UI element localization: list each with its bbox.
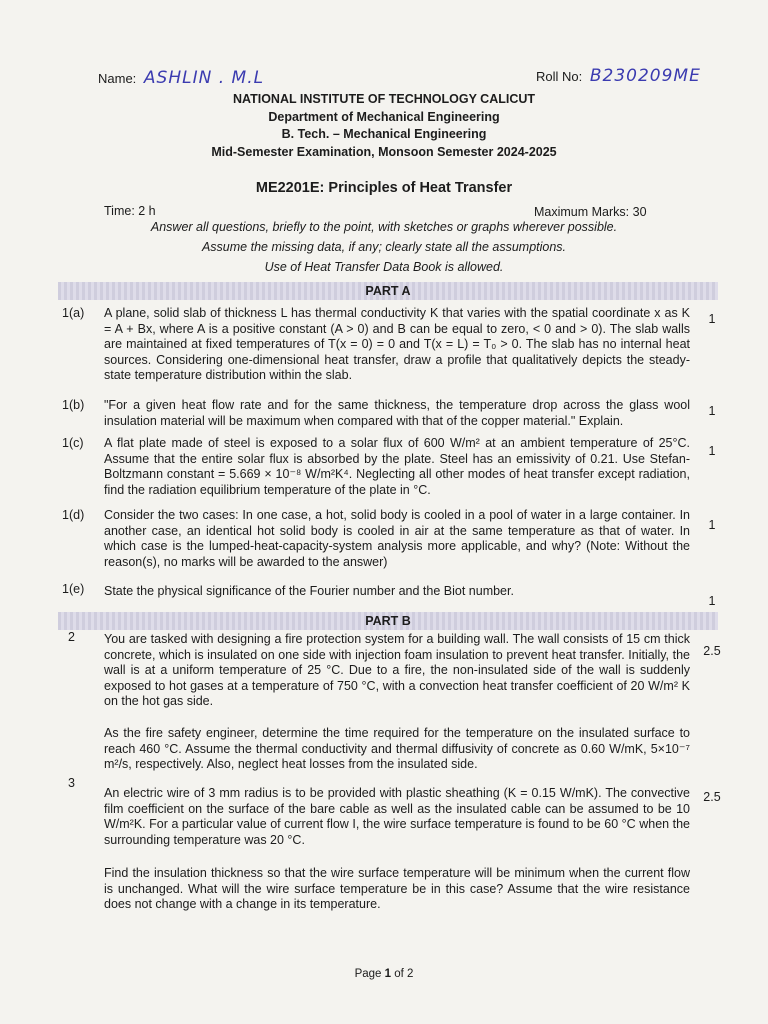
question-label: 1(d) (62, 508, 85, 522)
part-b-heading: PART B (58, 612, 718, 630)
roll-field (536, 66, 701, 86)
question-marks: 2.5 (703, 790, 721, 804)
question-marks: 1 (708, 404, 716, 418)
instruction-2: Assume the missing data, if any; clearly state all the assumptions. (201, 240, 567, 254)
name-field (98, 68, 264, 88)
instruction-1: Answer all questions, briefly to the point, with sketches or graphs wherever possible. (150, 220, 618, 234)
name-handwritten: ASHLIN . M.L (143, 68, 265, 88)
question-label: 3 (68, 776, 75, 790)
department-name: Department of Mechanical Engineering (268, 110, 500, 124)
programme-name: B. Tech. – Mechanical Engineering (281, 127, 487, 141)
name-label: Name: (98, 71, 137, 86)
question-text: As the fire safety engineer, determine the time required for the temperature on the insulated surface to reach 460 °C. Assume the thermal conductivity and thermal diffusivity of concrete as 0.60 W/mK, 5×10⁻⁷ m²/s, respectively. Also, neglect heat losses from the insulated side. (104, 726, 690, 771)
question-marks: 2.5 (703, 644, 721, 658)
question-text: You are tasked with designing a fire protection system for a building wall. The wall consists of 15 cm thick concrete, which is insulated on one side with injection foam insulation to prevent heat transfer. Initially, the wall is at a uniform temperature of 25 °C. Due to a fire, the non-insulated side of the wall is suddenly exposed to hot gases at a temperature of 750 °C, with a convection heat transfer coefficient of 20 W/m² K on the hot gas side. (104, 632, 690, 708)
question-text: A plane, solid slab of thickness L has thermal conductivity K that varies with the spatial coordinate x as K = A + Bx, where A is a positive constant (A > 0) and B can be equal to zero, < 0 and > 0). The slab walls are maintained at fixed temperatures of T(x = 0) = 0 and T(x = L) = T₀ > 0. The slab has no internal heat sources. Considering one-dimensional heat transfer, draw a profile that qualitatively depicts the steady-state temperature distribution within the slab. (104, 306, 690, 382)
question-label: 2 (68, 630, 75, 644)
question-text: Consider the two cases: In one case, a hot, solid body is cooled in a pool of water in a large container. In another case, an identical hot solid body is cooled in air at the same temperature as that of water. In which case is the lumped-heat-capacity-system analysis more applicable, and why? (Note: Without the reason(s), no marks will be awarded to the answer) (104, 508, 690, 569)
course-title: ME2201E: Principles of Heat Transfer (255, 180, 513, 196)
question-text: "For a given heat flow rate and for the same thickness, the temperature drop across the glass wool insulation material will be maximum when compared with that of the copper material." Explain. (104, 398, 690, 428)
part-a-heading: PART A (58, 282, 718, 300)
question-marks: 1 (708, 312, 716, 326)
question-text: State the physical significance of the Fourier number and the Biot number. (104, 584, 514, 598)
instruction-3: Use of Heat Transfer Data Book is allowed. (264, 260, 504, 274)
question-label: 1(e) (62, 582, 85, 596)
question-marks: 1 (708, 518, 716, 532)
exam-time: Time: 2 h (104, 204, 156, 218)
exam-name: Mid-Semester Examination, Monsoon Semester 2024-2025 (211, 145, 557, 159)
question-text: An electric wire of 3 mm radius is to be provided with plastic sheathing (K = 0.15 W/mK). The convective film coefficient on the surface of the bare cable as well as the insulated cable can be assumed to be 10 W/m²K. For a particular value of current flow I, the wire surface temperature is found to be 60 °C when the surrounding temperature was 20 °C. (104, 786, 690, 847)
question-text: Find the insulation thickness so that the wire surface temperature will be minimum when the current flow is unchanged. What will the wire surface temperature be in this case? Assume that the wire resistance does not change with a change in its temperature. (104, 866, 690, 911)
roll-label: Roll No: (536, 69, 583, 84)
max-marks: Maximum Marks: 30 (534, 205, 647, 219)
question-text: A flat plate made of steel is exposed to a solar flux of 600 W/m² at an ambient temperature of 25°C. Assume that the entire solar flux is absorbed by the plate. Steel has an emissivity of 0.21. Use Stefan-Boltzmann constant = 5.669 × 10⁻⁸ W/m²K⁴. Neglecting all other modes of heat transfer except radiation, find the radiation equilibrium temperature of the plate in °C. (104, 436, 690, 497)
question-marks: 1 (708, 444, 716, 458)
question-marks: 1 (708, 594, 716, 608)
question-label: 1(b) (62, 398, 85, 412)
question-label: 1(c) (62, 436, 84, 450)
roll-handwritten: B230209ME (589, 66, 701, 86)
institution-name: NATIONAL INSTITUTE OF TECHNOLOGY CALICUT (232, 92, 536, 106)
total-pages: 2 (407, 968, 414, 980)
question-label: 1(a) (62, 306, 85, 320)
current-page: 1 (384, 968, 392, 980)
page-footer: Page 1 of 2 (354, 968, 414, 980)
